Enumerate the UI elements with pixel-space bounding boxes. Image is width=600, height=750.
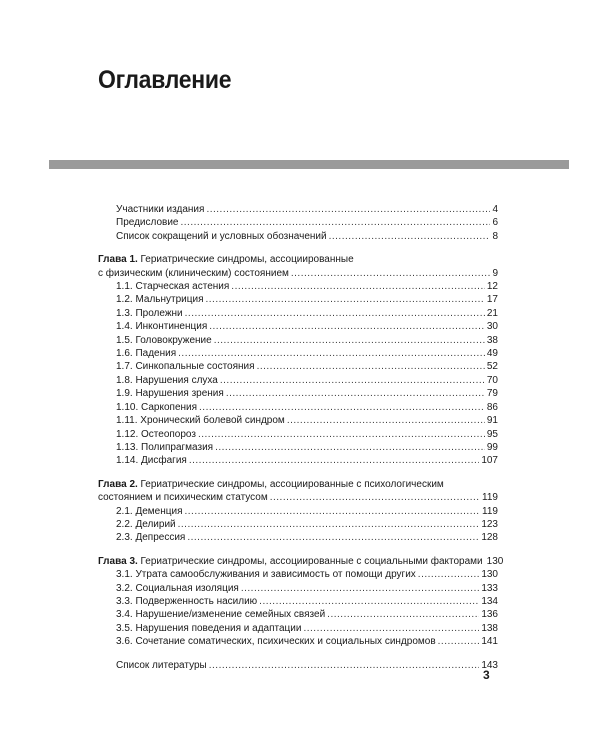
toc-entry-title: Список литературы <box>116 659 207 671</box>
toc-section-entry[interactable] <box>98 441 498 454</box>
chapter-title: Гериатрические синдромы, ассоциированные <box>137 254 354 266</box>
toc-chapter-2-heading[interactable] <box>98 478 498 491</box>
toc-entry-page: 38 <box>486 334 498 346</box>
toc-entry-page: 21 <box>486 307 498 319</box>
toc-entry-title: 3.3. Подверженность насилию <box>116 595 258 607</box>
toc-section-entry[interactable] <box>98 428 498 441</box>
toc-entry-title: 1.8. Нарушения слуха <box>116 374 218 386</box>
page-number: 3 <box>483 668 490 682</box>
toc-entry-abbreviations[interactable] <box>98 230 498 243</box>
toc-entry-title: 1.2. Мальнутриция <box>116 294 204 306</box>
toc-entry-title: 1.6. Падения <box>116 348 177 360</box>
toc-entry-title: 2.2. Делирий <box>116 518 176 530</box>
toc-entry-contributors[interactable] <box>98 203 498 216</box>
toc-entry-preface[interactable] <box>98 216 498 229</box>
toc-entry-page: 143 <box>481 659 498 671</box>
chapter-label: Глава 1. <box>98 254 138 266</box>
page-title: Оглавление <box>98 66 232 94</box>
toc-entry-page: 12 <box>486 281 498 293</box>
toc-entry-page: 49 <box>486 348 498 360</box>
toc-entry-page: 119 <box>482 505 498 517</box>
toc-section-entry[interactable] <box>98 360 498 373</box>
toc-section-entry[interactable] <box>98 320 498 333</box>
toc-section-entry[interactable] <box>98 280 498 293</box>
toc-entry-page: 4 <box>492 204 498 215</box>
toc-entry-page: 107 <box>481 455 498 467</box>
chapter-label: Глава 3. <box>98 555 138 567</box>
toc-entry-page: 6 <box>492 217 498 229</box>
toc-section-entry[interactable] <box>98 531 498 544</box>
toc-entry-page: 86 <box>486 401 498 413</box>
toc-entry-page: 128 <box>481 532 498 544</box>
toc-entry-title: 1.7. Синкопальные состояния <box>116 361 255 373</box>
toc-entry-references[interactable] <box>98 659 498 672</box>
toc-entry-title: 1.10. Саркопения <box>116 401 198 413</box>
toc-entry-page: 134 <box>481 595 498 607</box>
toc-section-entry[interactable] <box>98 608 498 621</box>
toc-entry-page: 136 <box>481 609 498 621</box>
toc-entry-title: 1.4. Инконтиненция <box>116 321 208 333</box>
chapter-title: состоянием и психическим статусом <box>98 492 268 504</box>
toc-entry-title: 1.12. Остеопороз <box>116 428 196 440</box>
toc-entry-title: 1.3. Пролежни <box>116 307 183 319</box>
chapter-title: с физическим (клиническим) состоянием <box>98 267 289 279</box>
toc-chapter-2-heading-cont[interactable] <box>98 491 498 504</box>
table-of-contents <box>98 203 504 672</box>
toc-entry-title: 3.2. Социальная изоляция <box>116 582 239 594</box>
toc-section-entry[interactable] <box>98 568 498 581</box>
toc-section-entry[interactable] <box>98 307 498 320</box>
toc-entry-page: 17 <box>486 294 498 306</box>
toc-chapter-1-heading[interactable] <box>98 253 498 266</box>
toc-entry-page: 9 <box>492 267 498 279</box>
toc-entry-page: 30 <box>486 321 498 333</box>
toc-entry-title: 2.1. Деменция <box>116 505 183 517</box>
toc-entry-title: 1.1. Старческая астения <box>116 281 230 293</box>
toc-entry-page: 141 <box>481 636 498 648</box>
toc-section-entry[interactable] <box>98 414 498 427</box>
toc-section-entry[interactable] <box>98 374 498 387</box>
toc-entry-page: 138 <box>481 622 498 634</box>
toc-entry-title: 1.9. Нарушения зрения <box>116 388 224 400</box>
toc-entry-title: 1.11. Хронический болевой синдром <box>116 415 285 427</box>
chapter-title: Гериатрические синдромы, ассоциированные с социальными факторами <box>137 555 483 567</box>
chapter-title: Гериатрические синдромы, ассоциированные с психологическим <box>137 478 444 490</box>
toc-entry-page: 130 <box>481 569 498 581</box>
toc-section-entry[interactable] <box>98 622 498 635</box>
toc-section-entry[interactable] <box>98 505 498 518</box>
chapter-label: Глава 2. <box>98 478 138 490</box>
toc-entry-title: 3.1. Утрата самообслуживания и зависимость от помощи других <box>116 569 416 581</box>
toc-entry-page: 123 <box>481 518 498 530</box>
toc-section-entry[interactable] <box>98 401 498 414</box>
toc-entry-title: Список сокращений и условных обозначений <box>116 230 327 242</box>
toc-entry-title: 1.5. Головокружение <box>116 334 212 346</box>
toc-entry-page: 8 <box>492 230 498 242</box>
toc-entry-title: 2.3. Депрессия <box>116 532 186 544</box>
toc-entry-page: 119 <box>482 492 498 504</box>
toc-section-entry[interactable] <box>98 347 498 360</box>
toc-section-entry[interactable] <box>98 635 498 648</box>
toc-entry-title: Предисловие <box>116 217 179 229</box>
toc-entry-page: 70 <box>486 374 498 386</box>
toc-entry-title: 3.6. Сочетание соматических, психических и социальных синдромов <box>116 636 436 648</box>
toc-section-entry[interactable] <box>98 334 498 347</box>
toc-entry-page: 91 <box>486 415 498 427</box>
toc-section-entry[interactable] <box>98 595 498 608</box>
toc-entry-title: 1.13. Полипрагмазия <box>116 441 214 453</box>
toc-entry-page: 130 <box>486 555 504 567</box>
toc-entry-page: 99 <box>486 441 498 453</box>
toc-chapter-1-heading-cont[interactable] <box>98 267 498 280</box>
toc-section-entry[interactable] <box>98 582 498 595</box>
header-divider <box>49 160 569 169</box>
toc-entry-title: 3.5. Нарушения поведения и адаптации <box>116 622 302 634</box>
toc-entry-page: 95 <box>486 428 498 440</box>
toc-section-entry[interactable] <box>98 518 498 531</box>
toc-entry-page: 79 <box>486 388 498 400</box>
toc-section-entry[interactable] <box>98 454 498 467</box>
toc-entry-page: 52 <box>486 361 498 373</box>
toc-entry-title: Участники издания <box>116 204 205 215</box>
toc-entry-page: 133 <box>481 582 498 594</box>
toc-chapter-3-heading[interactable] <box>98 555 504 568</box>
toc-entry-title: 1.14. Дисфагия <box>116 455 187 467</box>
toc-section-entry[interactable] <box>98 387 498 400</box>
toc-section-entry[interactable] <box>98 293 498 306</box>
toc-entry-title: 3.4. Нарушение/изменение семейных связей <box>116 609 326 621</box>
